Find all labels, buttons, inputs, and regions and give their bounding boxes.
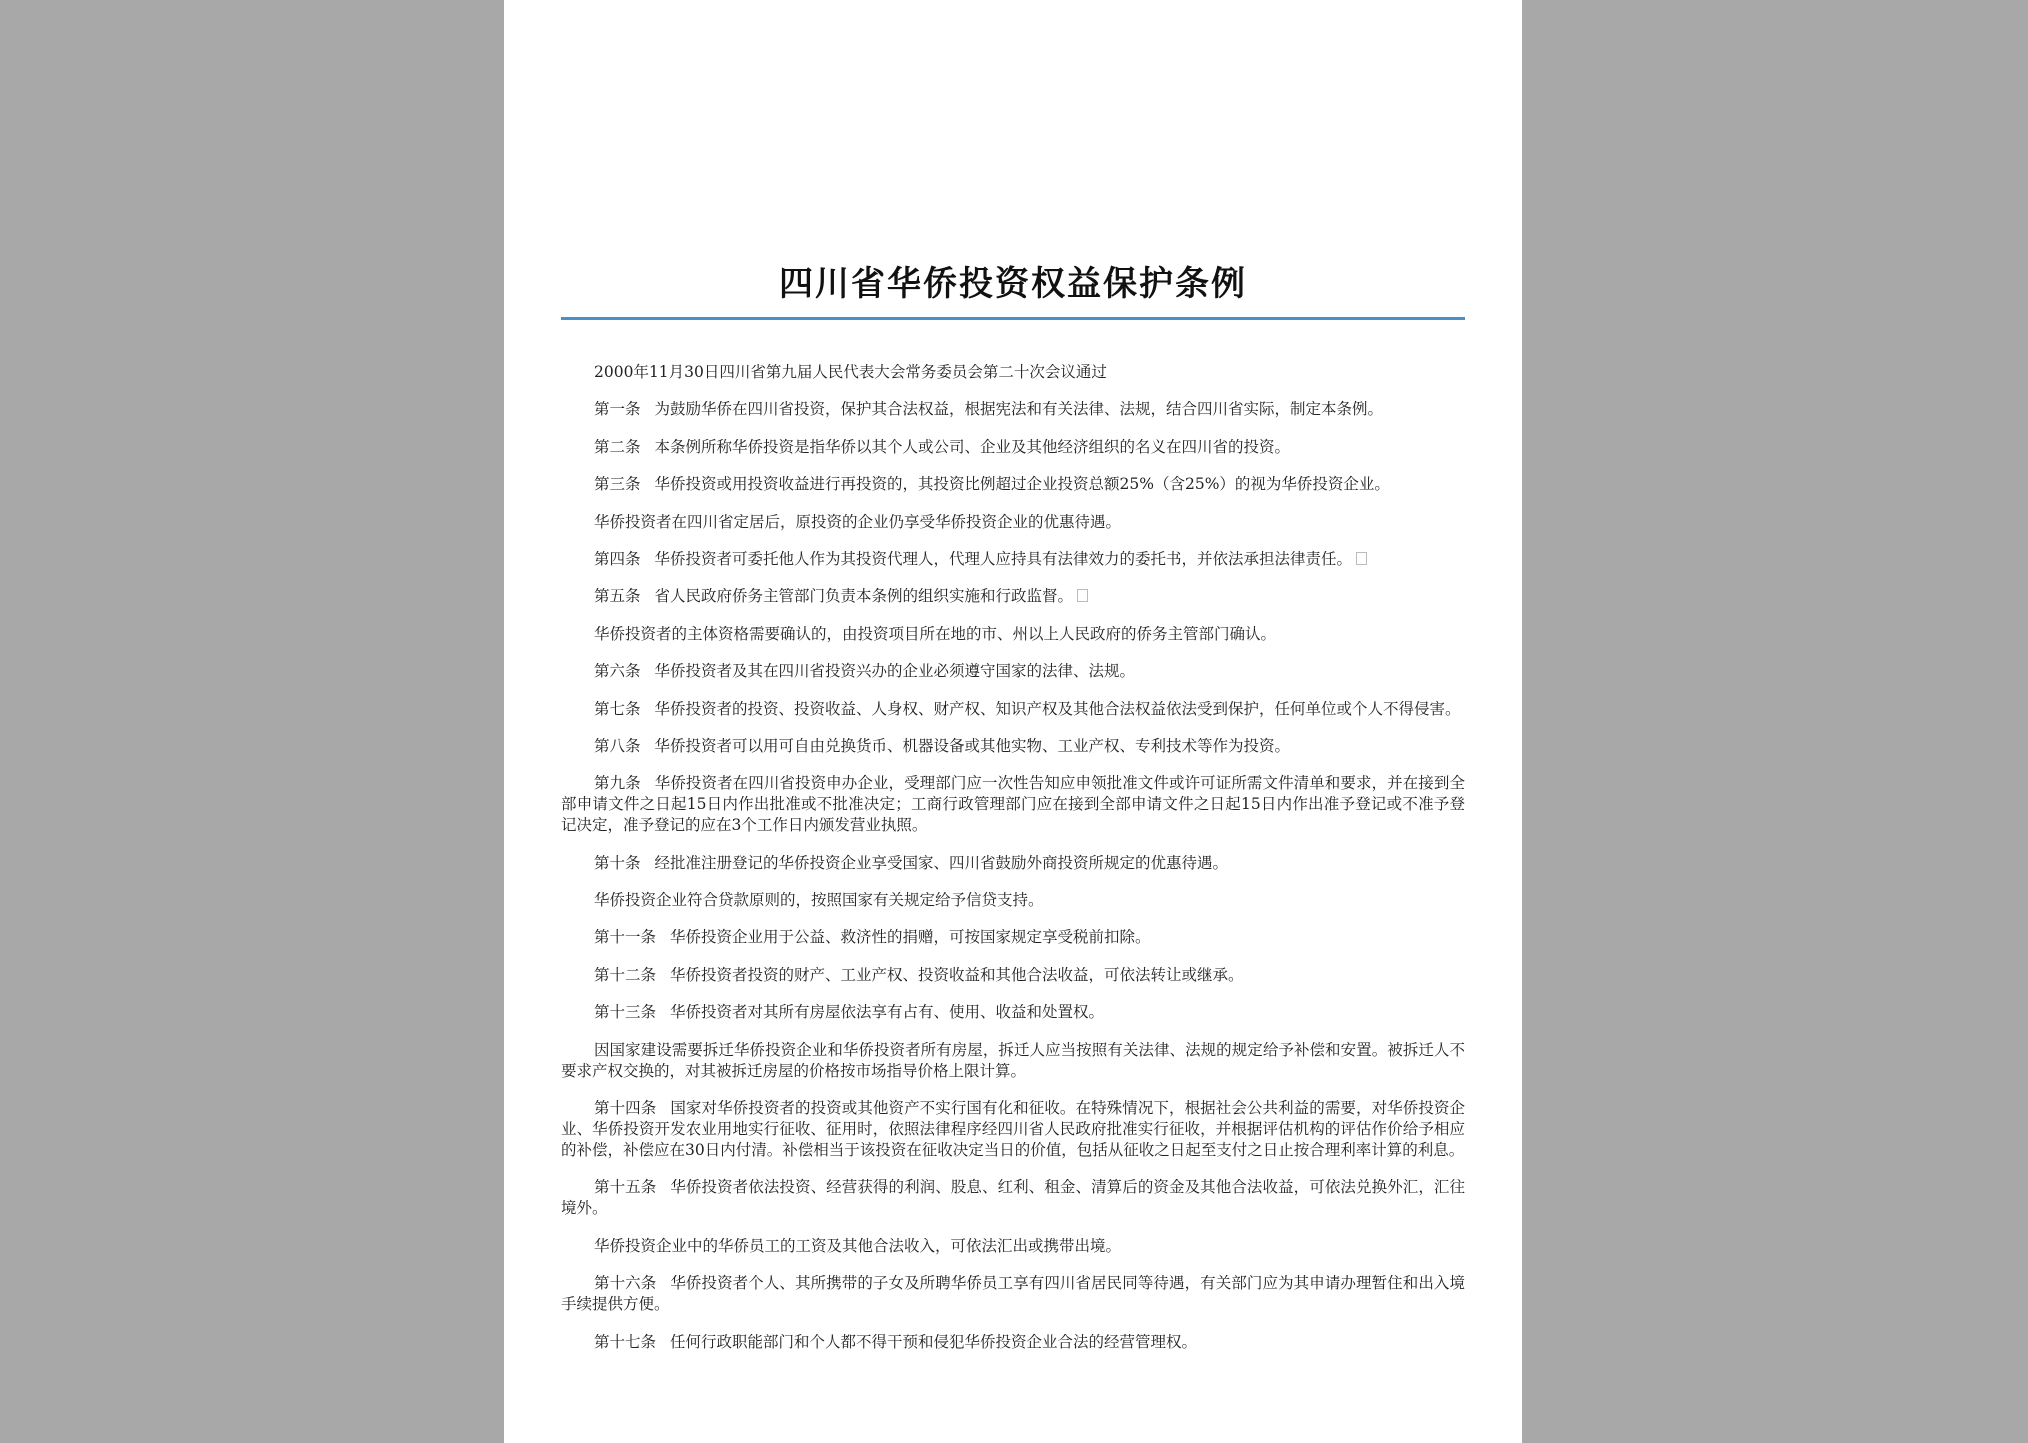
article-text: 华侨投资企业用于公益、救济性的捐赠，可按国家规定享受税前扣除。 <box>670 928 1151 947</box>
article-text: 华侨投资企业中的华侨员工的工资及其他合法收入，可依法汇出或携带出境。 <box>594 1236 1122 1255</box>
article-text: 华侨投资或用投资收益进行再投资的，其投资比例超过企业投资总额25%（含25%）的视为华侨投资企业。 <box>654 475 1390 494</box>
article-label: 第十一条 <box>594 928 657 947</box>
article-paragraph <box>561 399 1465 420</box>
article-paragraph <box>561 437 1465 458</box>
article-paragraph <box>561 474 1465 495</box>
article-paragraph <box>561 1332 1465 1353</box>
article-paragraph <box>561 1002 1465 1023</box>
article-text: 本条例所称华侨投资是指华侨以其个人或公司、企业及其他经济组织的名义在四川省的投资。 <box>654 437 1291 456</box>
document-title: 四川省华侨投资权益保护条例 <box>779 264 1247 304</box>
article-paragraph <box>561 699 1465 720</box>
article-label: 第六条 <box>594 662 641 681</box>
article-text: 华侨投资者在四川省投资申办企业，受理部门应一次性告知应申领批准文件或许可证所需文件清单和要求，并在接到全部申请文件之日起15日内作出批准或不批准决定；工商行政管理部门应在接到全部申请文件之日起15日内作出准予登记或不准予登记决定，准予登记的应在3个工作日内颁发营业执照。 <box>561 774 1465 835</box>
article-label: 第一条 <box>594 400 641 419</box>
title-divider <box>561 317 1465 320</box>
missing-glyph-box <box>1077 589 1088 602</box>
article-label: 第十五条 <box>594 1178 657 1197</box>
article-label: 第四条 <box>594 549 641 568</box>
article-label: 第十条 <box>594 853 641 872</box>
article-text: 华侨投资者的主体资格需要确认的，由投资项目所在地的市、州以上人民政府的侨务主管部门确认。 <box>594 624 1277 643</box>
document-header: 2000年11月30日四川省第九届人民代表大会常务委员会第二十次会议通过 <box>594 363 1107 381</box>
document-page <box>504 0 1522 1443</box>
article-paragraph <box>561 624 1465 645</box>
article-text: 华侨投资者对其所有房屋依法享有占有、使用、收益和处置权。 <box>670 1003 1105 1022</box>
article-text: 华侨投资者在四川省定居后，原投资的企业仍享受华侨投资企业的优惠待遇。 <box>594 512 1122 531</box>
article-paragraph <box>561 927 1465 948</box>
article-label: 第十四条 <box>594 1099 657 1118</box>
article-text: 华侨投资者个人、其所携带的子女及所聘华侨员工享有四川省居民同等待遇，有关部门应为其申请办理暂住和出入境手续提供方便。 <box>561 1274 1465 1314</box>
article-paragraph <box>561 1040 1465 1082</box>
article-label: 第十二条 <box>594 965 657 984</box>
article-paragraph <box>561 586 1465 607</box>
article-label: 第八条 <box>594 736 641 755</box>
article-paragraph <box>561 1273 1465 1315</box>
article-label: 第二条 <box>594 437 641 456</box>
article-text: 华侨投资者依法投资、经营获得的利润、股息、红利、租金、清算后的资金及其他合法收益，可依法兑换外汇，汇往境外。 <box>561 1178 1465 1218</box>
document-body <box>561 362 1465 1369</box>
missing-glyph-box <box>1356 552 1367 565</box>
article-label: 第十三条 <box>594 1003 657 1022</box>
article-text: 华侨投资者可以用可自由兑换货币、机器设备或其他实物、工业产权、专利技术等作为投资。 <box>654 736 1291 755</box>
article-paragraph <box>561 736 1465 757</box>
article-label: 第三条 <box>594 475 641 494</box>
article-paragraph <box>561 1236 1465 1257</box>
article-text: 因国家建设需要拆迁华侨投资企业和华侨投资者所有房屋，拆迁人应当按照有关法律、法规的规定给予补偿和安置。被拆迁人不要求产权交换的，对其被拆迁房屋的价格按市场指导价格上限计算。 <box>561 1040 1465 1080</box>
article-label: 第十七条 <box>594 1332 657 1351</box>
article-text: 华侨投资者及其在四川省投资兴办的企业必须遵守国家的法律、法规。 <box>654 662 1136 681</box>
article-text: 华侨投资者的投资、投资收益、人身权、财产权、知识产权及其他合法权益依法受到保护，任何单位或个人不得侵害。 <box>654 699 1461 718</box>
article-text: 华侨投资者可委托他人作为其投资代理人，代理人应持具有法律效力的委托书，并依法承担法律责任。 <box>654 549 1353 568</box>
article-label: 第五条 <box>594 587 641 606</box>
article-paragraph <box>561 853 1465 874</box>
article-label: 第九条 <box>594 774 641 793</box>
article-text: 国家对华侨投资者的投资或其他资产不实行国有化和征收。在特殊情况下，根据社会公共利益的需要，对华侨投资企业、华侨投资开发农业用地实行征收、征用时，依照法律程序经四川省人民政府批准实行征收，并根据评估机构的评估作价给予相应的补偿，补偿应在30日内付清。补偿相当于该投资在征收决定当日的价值，包括从征收之日起至支付之日止按合理利率计算的利息。 <box>561 1099 1465 1160</box>
article-text: 经批准注册登记的华侨投资企业享受国家、四川省鼓励外商投资所规定的优惠待遇。 <box>654 853 1229 872</box>
article-paragraph <box>561 661 1465 682</box>
article-text: 华侨投资者投资的财产、工业产权、投资收益和其他合法收益，可依法转让或继承。 <box>670 965 1244 984</box>
article-paragraph <box>561 890 1465 911</box>
article-label: 第七条 <box>594 699 641 718</box>
article-text: 任何行政职能部门和个人都不得干预和侵犯华侨投资企业合法的经营管理权。 <box>670 1332 1198 1351</box>
article-paragraph <box>561 1098 1465 1161</box>
article-text: 省人民政府侨务主管部门负责本条例的组织实施和行政监督。 <box>654 587 1074 606</box>
article-paragraph <box>561 773 1465 836</box>
article-text: 为鼓励华侨在四川省投资，保护其合法权益，根据宪法和有关法律、法规，结合四川省实际，制定本条例。 <box>654 400 1384 419</box>
article-paragraph <box>561 965 1465 986</box>
article-paragraph <box>561 1177 1465 1219</box>
article-label: 第十六条 <box>594 1274 657 1293</box>
article-text: 华侨投资企业符合贷款原则的，按照国家有关规定给予信贷支持。 <box>594 891 1044 910</box>
article-paragraph <box>561 549 1465 570</box>
article-paragraph <box>561 512 1465 533</box>
